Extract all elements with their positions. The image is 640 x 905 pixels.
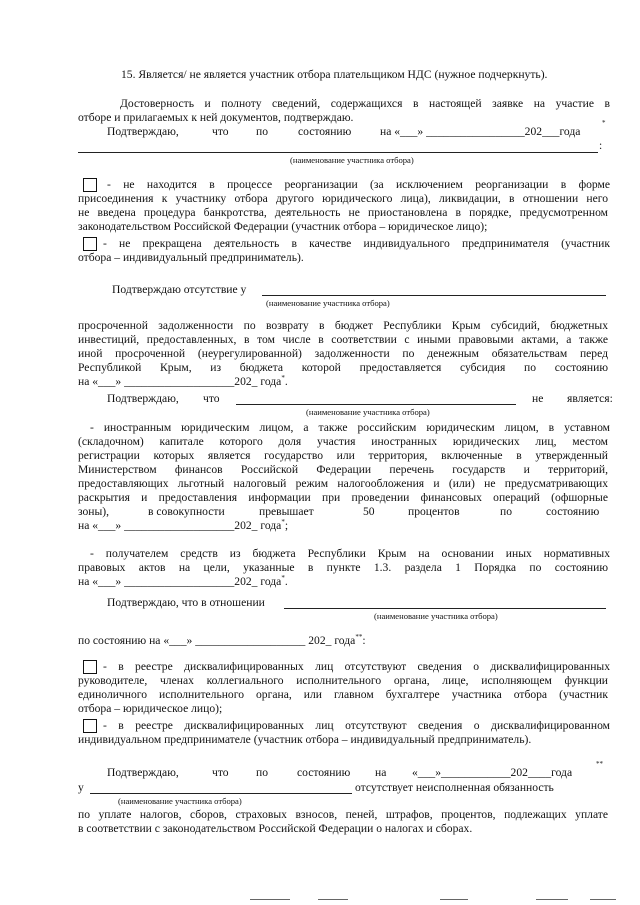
- recipient-line-3: на «___» ___________________202_ года*.: [78, 574, 288, 588]
- scan-artifact: [536, 899, 568, 900]
- participant-name-line-1: [78, 152, 598, 153]
- item-15-vat-status: 15. Является/ не является участник отбора плательщиком НДС (нужное подчеркнуть).: [121, 68, 548, 81]
- participant-name-caption-5: (наименование участника отбора): [118, 796, 242, 806]
- cb1-line-4: законодательством Российской Федерации (участник отбора – юридическое лицо);: [78, 220, 488, 233]
- cb3-line-3: единоличного исполнительного органа, или главном бухгалтере участника отбора (участник: [78, 688, 608, 701]
- foreign-line-4: Министерством финансов Российской Федерации перечень государств и территорий,: [78, 463, 608, 476]
- participant-name-line-3: [236, 404, 516, 405]
- cb4-line-2: индивидуальном предпринимателе (участник отбора – индивидуальный предприниматель).: [78, 733, 532, 746]
- absence-line-2: инвестиций, предоставленных, в том числе в соответствии с иными правовыми актами, а также: [78, 333, 608, 346]
- foreign-line-5: предоставляющих льготный налоговый режим налогообложения и (или) не предусматривающих: [78, 477, 608, 490]
- scan-artifact: [590, 899, 616, 900]
- cb3-line-2: руководителе, членах коллегиального исполнительного органа, лице, исполняющем функции: [78, 674, 608, 687]
- absence-line-1: просроченной задолженности по возврату в бюджет Республики Крым субсидий, бюджетных: [78, 319, 608, 332]
- cb4-line-1: - в реестре дисквалифицированных лиц отсутствуют сведения о дисквалифицированном: [103, 719, 610, 732]
- absence-line-4: Республикой Крым, из бюджета которой предоставляется субсидия по состоянию: [78, 361, 608, 374]
- participant-name-caption-3: (наименование участника отбора): [306, 407, 430, 417]
- cb1-line-2: присоединения к участнику отбора другого юридического лица), ликвидации, в отношении него: [78, 192, 608, 205]
- taxes-line-2: в соответствии с законодательством Российской Федерации о налогах и сборах.: [78, 822, 473, 835]
- recipient-line-2: правовых актов на цели, указанные в пункте 1.3. раздела 1 Порядка по состоянию: [78, 561, 608, 574]
- absence-line-5: на «___» ___________________202_ года*.: [78, 374, 288, 388]
- scan-artifact: [318, 899, 348, 900]
- scan-artifact: [250, 899, 290, 900]
- disqualified-officers-checkbox[interactable]: [83, 660, 97, 674]
- cb3-line-1: - в реестре дисквалифицированных лиц отсутствуют сведения о дисквалифицированных: [103, 660, 610, 673]
- foreign-line-6: раскрытия и предоставления информации при проведении финансовых операций (офшорные: [78, 491, 608, 504]
- foreign-line-1: - иностранным юридическим лицом, а также российским юридическим лицом, в уставном: [90, 421, 610, 434]
- taxes-u: у: [78, 781, 84, 794]
- reliability-line-1: Достоверность и полноту сведений, содержащихся в настоящей заявке на участие в: [120, 97, 610, 110]
- foreign-line-3: регистрации которых является государство или территория, включенные в утвержденный: [78, 449, 608, 462]
- activity-not-terminated-checkbox[interactable]: [83, 237, 97, 251]
- participant-name-line-2: [262, 295, 606, 296]
- cb2-line-2: отбора – индивидуальный предприниматель).: [78, 251, 304, 264]
- absence-label: Подтверждаю отсутствие у: [112, 283, 247, 296]
- cb1-line-3: не введена процедура банкротства, деятельность не приостановлена в порядке, предусмотренном: [78, 206, 608, 219]
- not-reorganized-checkbox[interactable]: [83, 178, 97, 192]
- document-page: 15. Является/ не является участник отбора плательщиком НДС (нужное подчеркнуть). Достоверность и полноту сведений, содержащихся в настоящей заявке на участие в отборе и прилагаемых к ней документов, подтверждаю. Подтверждаю, что по состоянию на «___» _________________202___года * : (наименование участника отбора) - не находится в процессе реорганизации (за исключением реорганизации в форме присоединения к участнику отбора другого юридического лица), ликвидации, в отношении него не введена процедура банкротства, деятельность не приостановлена в порядке, предусмотренном законодательством Российской Федерации (участник отбора – юридическое лицо); - не прекращена деятельность в качестве индивидуального предпринимателя (участник отбора – индивидуальный предприниматель). Подтверждаю отсутствие у (наименование участника отбора) просроченной задолженности по возврату в бюджет Республики Крым субсидий, бюджетных инвестиций, предоставленных, в том числе в соответствии с иными правовыми актами, а также иной просроченной (неурегулированной) задолженности по денежным обязательствам перед Республикой Крым, из бюджета которой предоставляется субсидия по состоянию на «___» ___________________202_ года*. Подтверждаю, что не является: (наименование участника отбора) - иностранным юридическим лицом, а также российским юридическим лицом, в уставном (складочном) капитале которого доля участия иностранных юридических лиц, местом регистрации которых является государство или территория, включенные в утвержденный Министерством финансов Российской Федерации перечень государств и территорий, предоставляющих льготный налоговый режим налогообложения и (или) не предусматривающих раскрытия и предоставления информации при проведении финансовых операций (офшорные зоны), в совокупности превышает 50 процентов по состоянию на «___» ___________________202_ года*; - получателем средств из бюджета Республики Крым на основании иных нормативных правовых актов на цели, указанные в пункте 1.3. раздела 1 Порядка по состоянию на «___» ___________________202_ года*. Подтверждаю, что в отношении (наименование участника отбора) по состоянию на «___» ___________________ 202_ года**: - в реестре дисквалифицированных лиц отсутствуют сведения о дисквалифицированных руководителе, членах коллегиального исполнительного органа, лице, исполняющем функции единоличного исполнительного органа, или главном бухгалтере участника отбора (участник отбора – юридическое лицо); - в реестре дисквалифицированных лиц отсутствуют сведения о дисквалифицированном индивидуальном предпринимателе (участник отбора – индивидуальный предприниматель). Подтверждаю, что по состоянию на «___»____________202____года ** у отсутствует неисполненная обязанность (наименование участника отбора) по уплате налогов, сборов, страховых взносов, пеней, штрафов, процентов, подлежащих уплате в соответствии с законодательством Российской Федерации о налогах и сборах.: [0, 0, 640, 905]
- cb3-line-4: отбора – юридическое лицо);: [78, 702, 223, 715]
- taxes-obligation: отсутствует неисполненная обязанность: [355, 781, 554, 794]
- colon: :: [599, 139, 603, 152]
- cb2-line-1: - не прекращена деятельность в качестве индивидуального предпринимателя (участник: [103, 237, 610, 250]
- participant-name-caption-1: (наименование участника отбора): [290, 155, 414, 165]
- regard-date-line: по состоянию на «___» ___________________ 202_ года**:: [78, 633, 366, 647]
- foreign-line-2: (складочном) капитале которого доля участия иностранных юридических лиц, местом: [78, 435, 608, 448]
- reliability-line-2: отборе и прилагаемых к ней документов, подтверждаю.: [78, 111, 354, 124]
- scan-artifact: [440, 899, 468, 900]
- foreign-line-8: на «___» ___________________202_ года*;: [78, 518, 289, 532]
- regard-label: Подтверждаю, что в отношении: [107, 596, 265, 609]
- cb1-line-1: - не находится в процессе реорганизации (за исключением реорганизации в форме: [107, 178, 610, 191]
- participant-name-caption-4: (наименование участника отбора): [374, 611, 498, 621]
- participant-name-line-4: [284, 608, 606, 609]
- disqualified-entrepreneur-checkbox[interactable]: [83, 719, 97, 733]
- recipient-line-1: - получателем средств из бюджета Республики Крым на основании иных нормативных: [90, 547, 610, 560]
- absence-line-3: иной просроченной (неурегулированной) задолженности по денежным обязательствам перед: [78, 347, 608, 360]
- participant-name-caption-2: (наименование участника отбора): [266, 298, 390, 308]
- participant-name-line-5: [90, 793, 352, 794]
- taxes-line-1: по уплате налогов, сборов, страховых взносов, пеней, штрафов, процентов, подлежащих уплате: [78, 808, 608, 821]
